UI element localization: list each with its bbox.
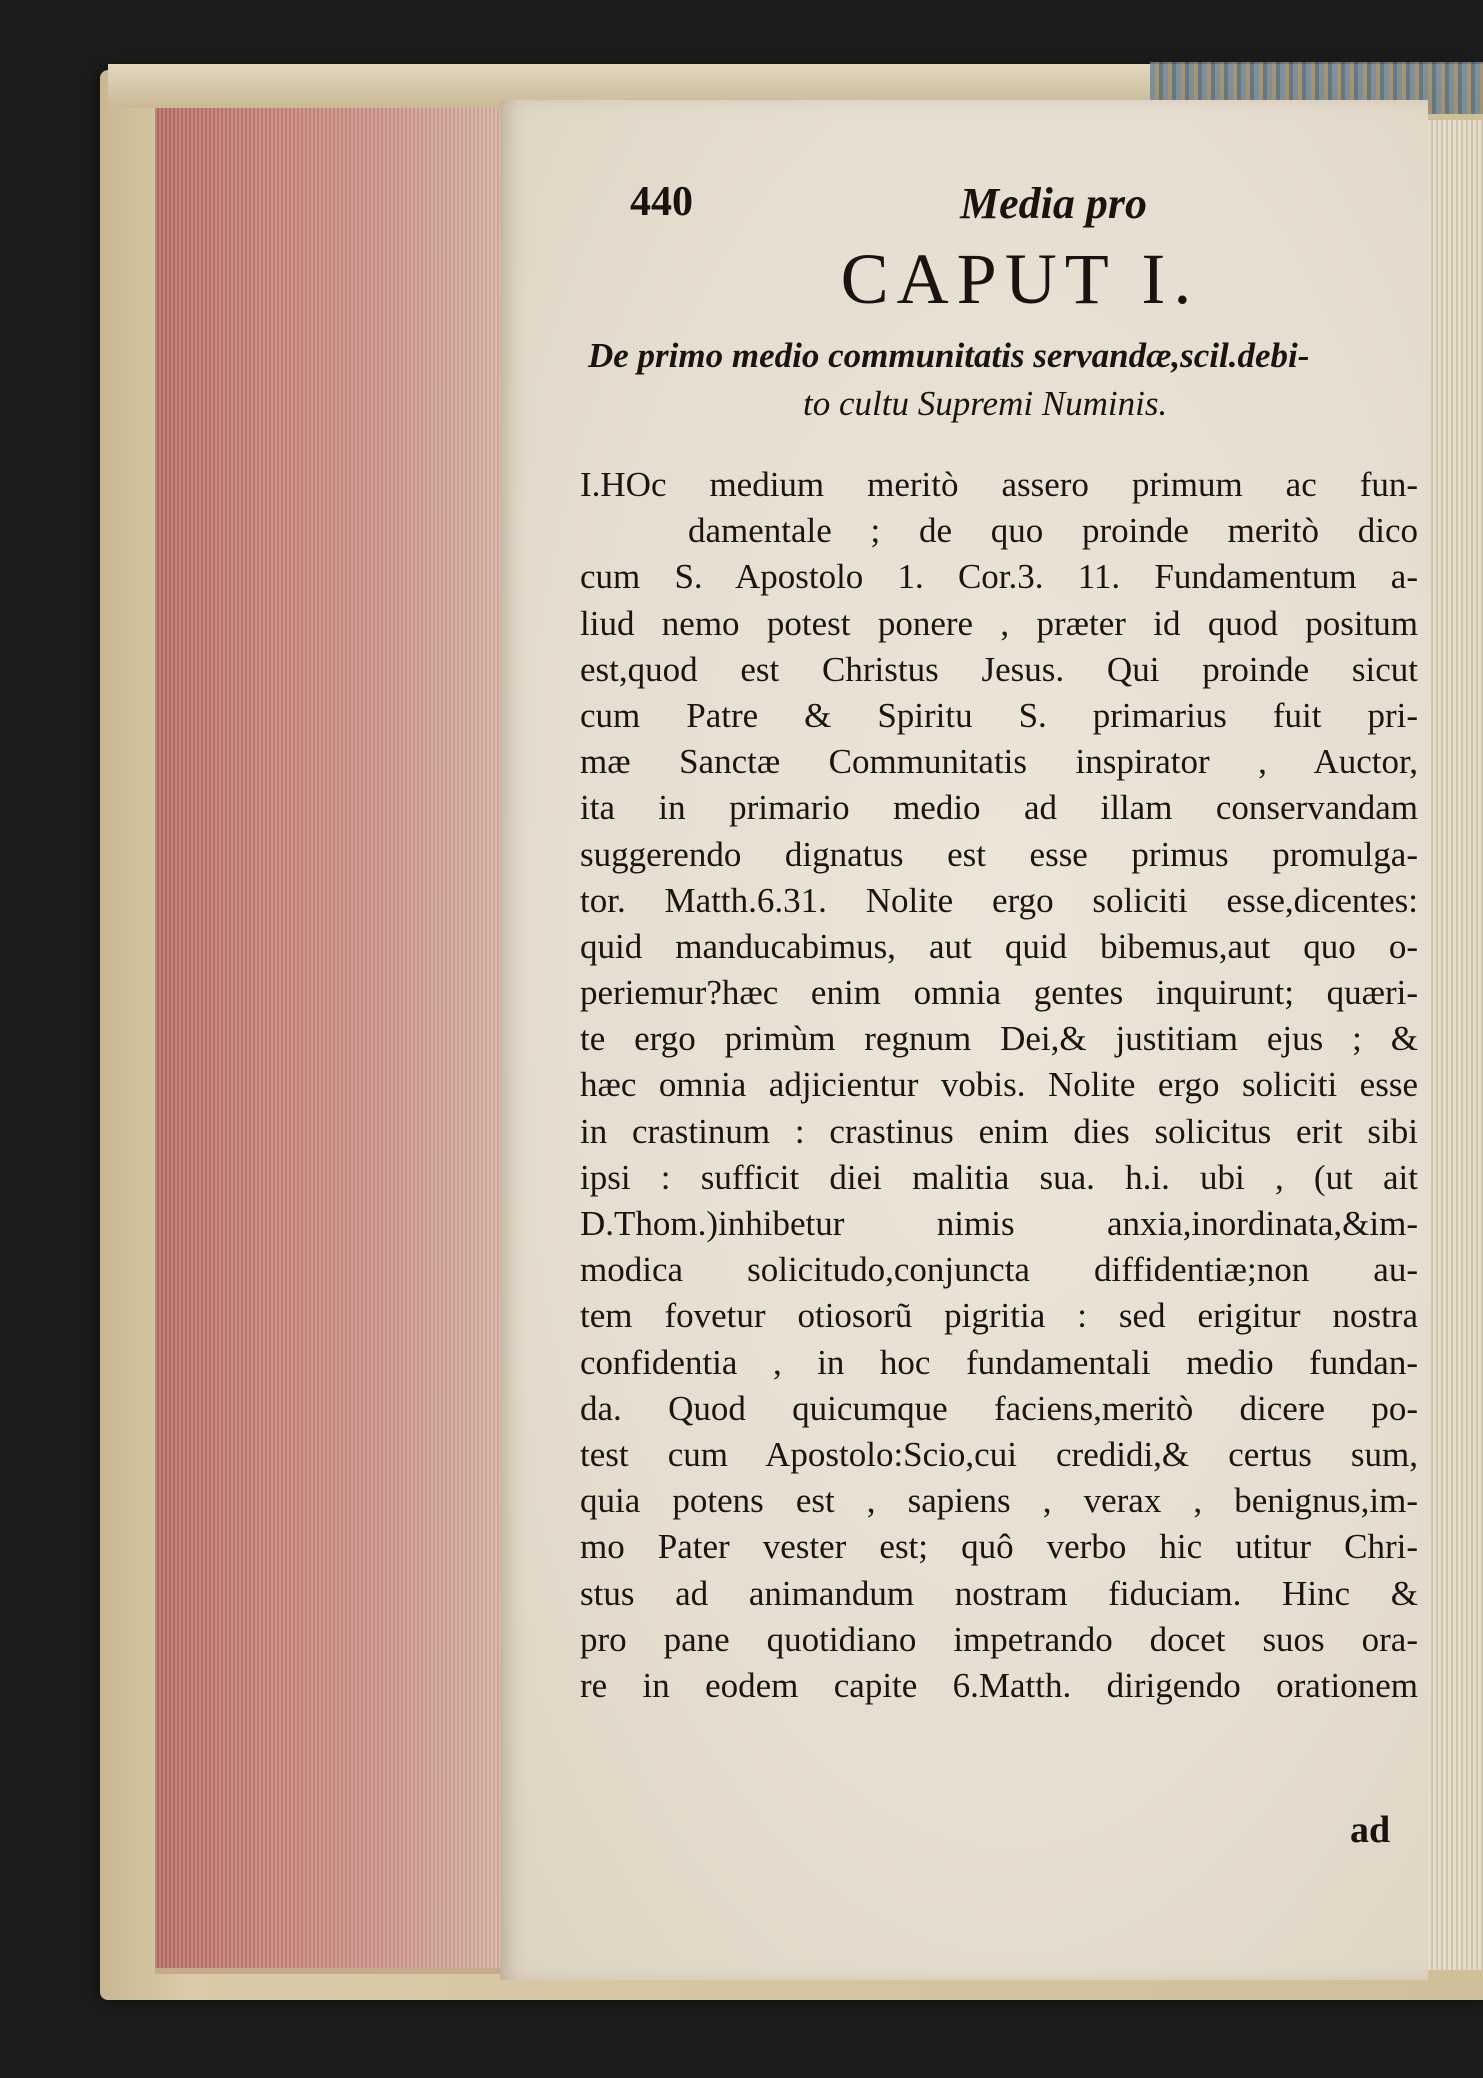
text-line: ita in primario medio ad illam conservandam (580, 788, 1418, 828)
text-line: te ergo primùm regnum Dei,& justitiam ejus ; & (580, 1019, 1418, 1059)
subtitle-line: to cultu Supremi Numinis. (803, 384, 1168, 423)
right-page-edges (1428, 120, 1483, 1970)
text-line: mæ Sanctæ Communitatis inspirator , Auctor, (580, 742, 1418, 782)
text-line: cum Patre & Spiritu S. primarius fuit pri- (580, 695, 1418, 735)
text-line: in crastinum : crastinus enim dies solicitus erit sibi (580, 1111, 1418, 1151)
text-line: cum S. Apostolo 1. Cor.3. 11. Fundamentum a- (580, 557, 1418, 597)
text-line: pro pane quotidiano impetrando docet suos ora- (580, 1619, 1418, 1659)
text-line: D.Thom.)inhibetur nimis anxia,inordinata,&im- (580, 1204, 1418, 1243)
subtitle-line: De primo medio communitatis servandæ,scil.debi- (588, 336, 1310, 375)
text-line: periemur?hæc enim omnia gentes inquirunt; quæri- (580, 973, 1418, 1013)
running-head (630, 178, 1390, 238)
text-line: modica solicitudo,conjuncta diffidentiæ;non au- (580, 1250, 1418, 1290)
body-text (580, 462, 1418, 1709)
catchword: ad (1350, 1809, 1391, 1851)
text-line: suggerendo dignatus est esse primus promulga- (580, 834, 1418, 874)
text-line: da. Quod quicumque faciens,meritò dicere po- (580, 1388, 1418, 1428)
text-line: I.HOc medium meritò assero primum ac fun- (580, 465, 1418, 504)
text-line: damentale ; de quo proinde meritò dico (688, 511, 1418, 551)
text-line: stus ad animandum nostram fiduciam. Hinc & (580, 1573, 1418, 1613)
text-line: test cum Apostolo:Scio,cui credidi,& certus sum, (580, 1434, 1418, 1474)
text-line: hæc omnia adjicientur vobis. Nolite ergo soliciti esse (580, 1065, 1418, 1105)
text-line: quid manducabimus, aut quid bibemus,aut quo o- (580, 926, 1418, 966)
page-number: 440 (630, 179, 693, 225)
chapter-heading: CAPUT I. (840, 239, 1200, 319)
red-page-edges (155, 108, 505, 1974)
text-line: ipsi : sufficit diei malitia sua. h.i. ubi , (ut ait (580, 1157, 1418, 1197)
running-title: Media pro (960, 179, 1147, 228)
text-line: confidentia , in hoc fundamentali medio fundan- (580, 1342, 1418, 1382)
text-line: mo Pater vester est; quô verbo hic utitur Chri- (580, 1527, 1418, 1567)
text-line: re in eodem capite 6.Matth. dirigendo orationem (580, 1665, 1418, 1705)
text-line: liud nemo potest ponere , præter id quod positum (580, 603, 1418, 643)
chapter-subtitle (588, 332, 1418, 428)
text-line: tor. Matth.6.31. Nolite ergo soliciti esse,dicentes: (580, 880, 1418, 920)
text-line: tem fovetur otiosorũ pigritia : sed erigitur nostra (580, 1296, 1418, 1336)
text-line: est,quod est Christus Jesus. Qui proinde sicut (580, 649, 1418, 689)
text-line: quia potens est , sapiens , verax , benignus,im- (580, 1481, 1418, 1521)
